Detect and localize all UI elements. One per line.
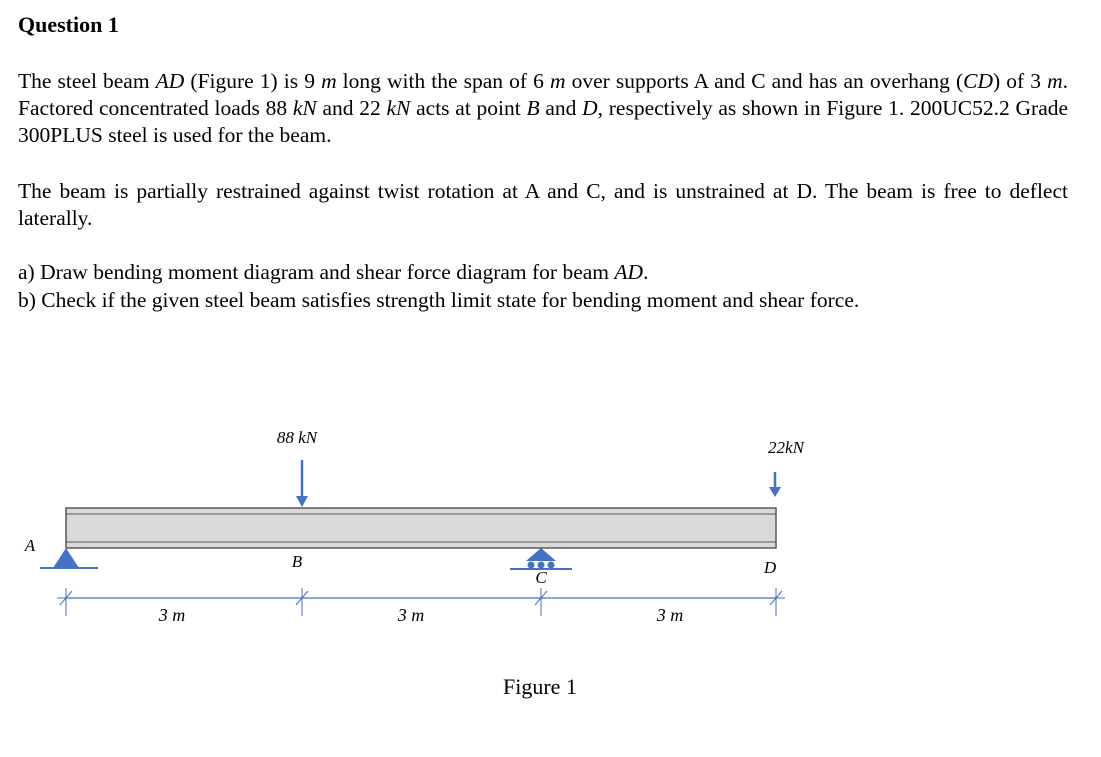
point-label-a: A bbox=[24, 536, 36, 555]
dimension-label-bc: 3 m bbox=[397, 605, 425, 625]
question-title: Question 1 bbox=[18, 12, 119, 37]
beam bbox=[66, 508, 776, 548]
load-arrow-b-icon bbox=[296, 460, 308, 507]
dimension-label-ab: 3 m bbox=[158, 605, 186, 625]
figure-caption: Figure 1 bbox=[503, 674, 577, 699]
point-label-b: B bbox=[291, 552, 303, 571]
load-label-d: 22kN bbox=[768, 438, 804, 457]
part-a: a) Draw bending moment diagram and shear force diagram for beam AD. bbox=[18, 260, 649, 284]
point-label-c: C bbox=[535, 568, 547, 587]
pin-support-a-icon bbox=[40, 548, 98, 568]
restraint-statement: The beam is partially restrained against twist rotation at A and C, and is unstrained at D. The beam is free to deflect laterally. bbox=[18, 179, 1068, 230]
dimension-label-cd: 3 m bbox=[656, 605, 684, 625]
point-label-d: D bbox=[763, 558, 777, 577]
roller-support-c-icon bbox=[510, 548, 572, 569]
problem-statement: The steel beam AD (Figure 1) is 9 m long with the span of 6 m over supports A and C and has an overhang (CD) of 3 m. Factored concentrated loads 88 kN and 22 kN acts at point B and D, respectively as shown in Figure 1. 200UC52.2 Grade 300PLUS steel is used for the beam. bbox=[18, 69, 1069, 147]
load-arrow-d-icon bbox=[769, 472, 781, 497]
part-b: b) Check if the given steel beam satisfies strength limit state for bending moment and shear force. bbox=[18, 288, 860, 312]
dimension-line bbox=[57, 588, 785, 616]
load-label-b: 88 kN bbox=[276, 428, 318, 447]
